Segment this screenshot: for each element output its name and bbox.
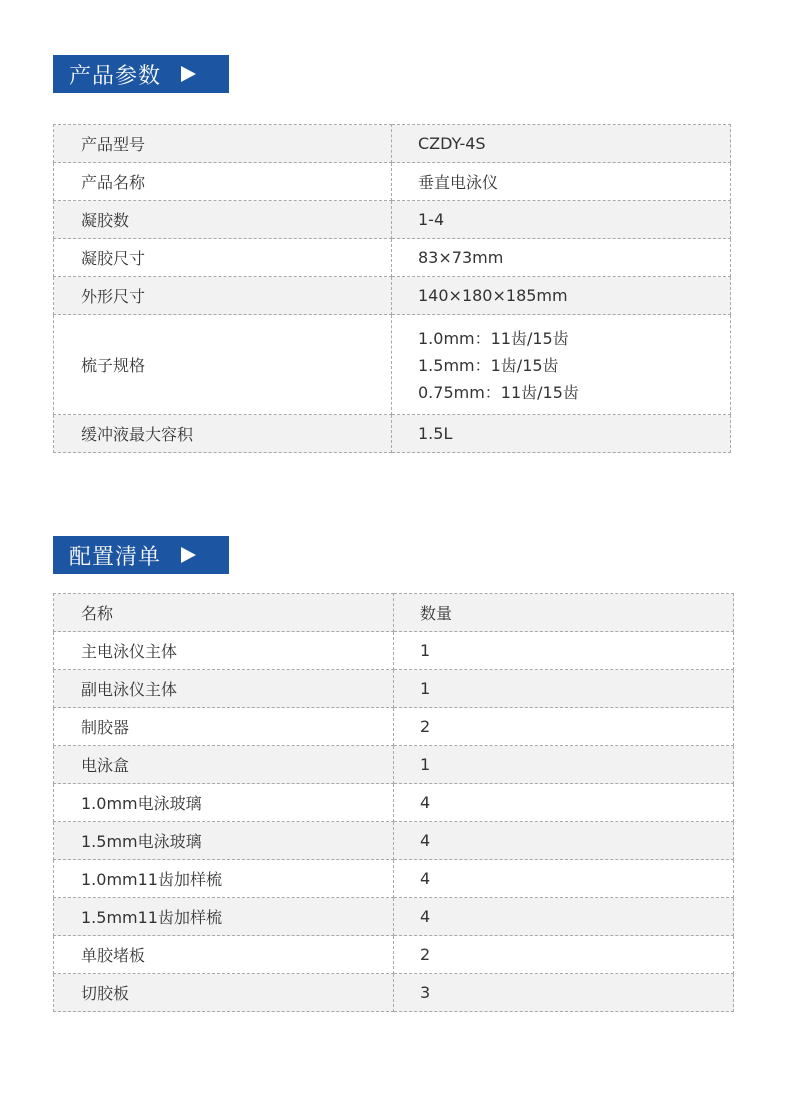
item-name: 制胶器 [54,708,394,746]
table-row [54,974,734,1012]
table-row [54,708,734,746]
item-name: 单胶堵板 [54,936,394,974]
item-name: 副电泳仪主体 [54,670,394,708]
item-name: 切胶板 [54,974,394,1012]
table-row [54,415,731,453]
table-row [54,163,731,201]
table-row [54,201,731,239]
param-value [392,315,731,415]
item-qty: 4 [394,784,734,822]
param-label: 外形尺寸 [54,277,392,315]
item-qty: 3 [394,974,734,1012]
table-row [54,239,731,277]
param-value: 1-4 [392,201,731,239]
item-name: 主电泳仪主体 [54,632,394,670]
param-label: 凝胶尺寸 [54,239,392,277]
item-qty: 2 [394,708,734,746]
param-value: 1.5L [392,415,731,453]
config-table [53,593,734,1012]
item-qty: 1 [394,632,734,670]
item-qty: 4 [394,898,734,936]
column-header-name: 名称 [54,594,394,632]
item-name: 1.0mm电泳玻璃 [54,784,394,822]
table-row [54,632,734,670]
param-value: CZDY-4S [392,125,731,163]
item-qty: 2 [394,936,734,974]
item-name: 电泳盒 [54,746,394,784]
config-section-header [53,536,229,574]
item-name: 1.0mm11齿加样梳 [54,860,394,898]
item-qty: 1 [394,670,734,708]
comb-spec-line: 0.75mm：11齿/15齿 [418,382,579,402]
param-label: 梳子规格 [54,315,392,415]
table-row [54,125,731,163]
play-arrow-icon [181,547,196,563]
item-name: 1.5mm电泳玻璃 [54,822,394,860]
table-row [54,670,734,708]
params-table [53,124,731,453]
comb-spec-line: 1.5mm：1齿/15齿 [418,355,559,375]
table-row [54,746,734,784]
param-label: 缓冲液最大容积 [54,415,392,453]
config-section-title: 配置清单 [69,544,162,570]
params-section-header [53,55,229,93]
column-header-qty: 数量 [394,594,734,632]
table-row [54,898,734,936]
table-row [54,784,734,822]
param-label: 凝胶数 [54,201,392,239]
param-value: 140×180×185mm [392,277,731,315]
table-row [54,822,734,860]
table-header-row [54,594,734,632]
param-value: 83×73mm [392,239,731,277]
item-qty: 1 [394,746,734,784]
table-row [54,860,734,898]
params-section-title: 产品参数 [69,63,162,89]
param-value: 垂直电泳仪 [392,163,731,201]
param-label: 产品名称 [54,163,392,201]
table-row [54,277,731,315]
table-row [54,936,734,974]
item-qty: 4 [394,860,734,898]
play-arrow-icon [181,66,196,82]
item-qty: 4 [394,822,734,860]
comb-spec-line: 1.0mm：11齿/15齿 [418,328,569,348]
table-row [54,315,731,415]
param-label: 产品型号 [54,125,392,163]
item-name: 1.5mm11齿加样梳 [54,898,394,936]
